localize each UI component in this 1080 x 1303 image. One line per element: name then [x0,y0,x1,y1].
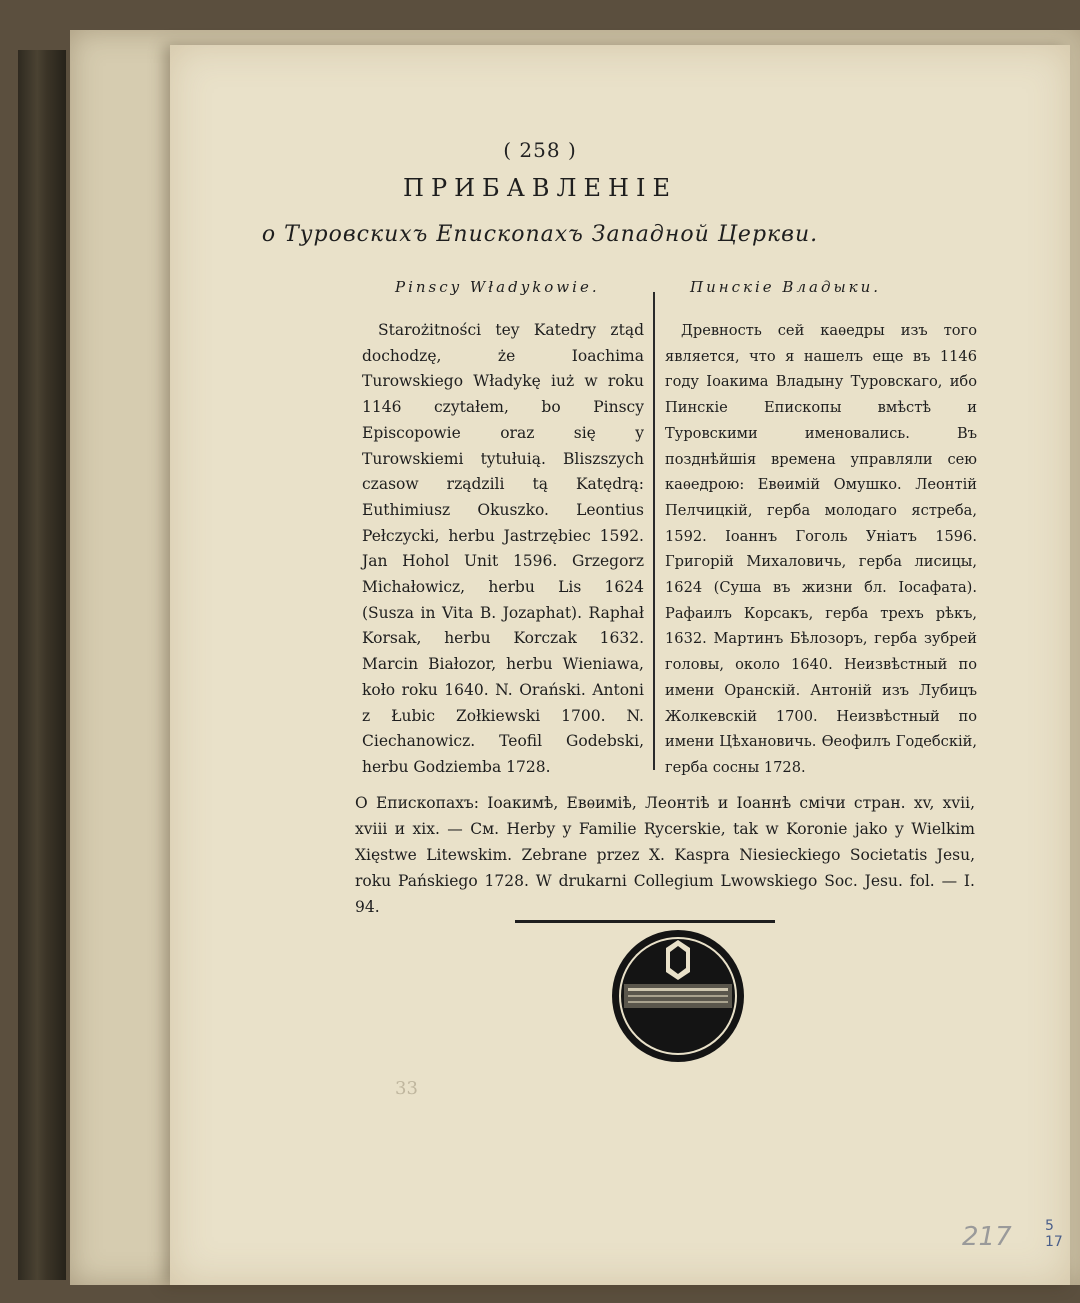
footnote [355,790,975,920]
footnote-text: О Епископахъ: Іоакимѣ, Евѳиміѣ, Леонтіѣ и Іоаннѣ смічи стран. xv, xvii, xviii и xix. — См. Herby y Familie Rycerskie, tak w Koronie jako y Wielkim Xięstwe Litewskim. Zebrane przez X. Kaspra Niesieckiego Societatis Jesu, roku Pańskiego 1728. W drukarni Collegium Lwowskiego Soc. Jesu. fol. — I. 94. [355,794,975,916]
column-divider [653,292,655,770]
left-column-text [362,318,644,781]
blue-pencil-annotation: 5 17 [1045,1218,1063,1250]
library-stamp-icon [610,928,746,1064]
bleed-through-number: 33 [395,1078,418,1099]
page-subtitle: о Туровскихъ Епископахъ Западной Церкви. [261,222,819,247]
right-column-heading: Пинскіе Владыки. [690,278,882,296]
left-column-heading: Pinscy Władykowie. [395,278,600,296]
pencil-annotation: 217 [962,1222,1012,1252]
right-column-text [665,318,977,781]
left-column-paragraph: Starożitności tey Katedry ztąd dochodzę, że Ioachima Turowskiego Władykę iuż w roku 1146 czytałem, bo Pinscy Episcopowie oraz się y Turowskiemi tytułuią. Bliszszych czasow rządzili tą Katędrą: Euthimiusz Okuszko. Leontius Pełczycki, herbu Jastrzębiec 1592. Jan Hohol Unit 1596. Grzegorz Michałowicz, herbu Lis 1624 (Susza in Vita B. Jozaphat). Raphał Korsak, herbu Korczak 1632. Marcin Białozor, herbu Wieniawa, koło roku 1640. N. Orański. Antoni z Łubic Zołkiewski 1700. N. Ciechanowicz. Teofil Godebski, herbu Godziemba 1728. [362,321,644,776]
right-column-paragraph: Древность сей каѳедры изъ того является, что я нашелъ еще въ 1146 году Іоакима Владыну Туровскаго, ибо Пинскіе Епископы вмѣстѣ и Туровскими именовались. Въ позднѣйшія времена управляли сею каѳедрою: Евѳимій Омушко. Леонтій Пелчицкій, герба молодаго ястреба, 1592. Іоаннъ Гоголь Уніатъ 1596. Григорій Михаловичь, герба лисицы, 1624 (Суша въ жизни бл. Іосафата). Рафаилъ Корсакъ, герба трехъ рѣкъ, 1632. Мартинъ Бѣлозоръ, герба зубрей головы, около 1640. Неизвѣстный по имени Оранскій. Антоній изъ Лубицъ Жолкевскій 1700. Неизвѣстный по имени Цѣхановичь. Ѳеофилъ Годебскій, герба сосны 1728. [665,322,977,776]
section-divider [515,920,775,923]
page-number: ( 258 ) [503,138,577,162]
page-title: ПРИБАВЛЕНІЕ [403,174,677,202]
